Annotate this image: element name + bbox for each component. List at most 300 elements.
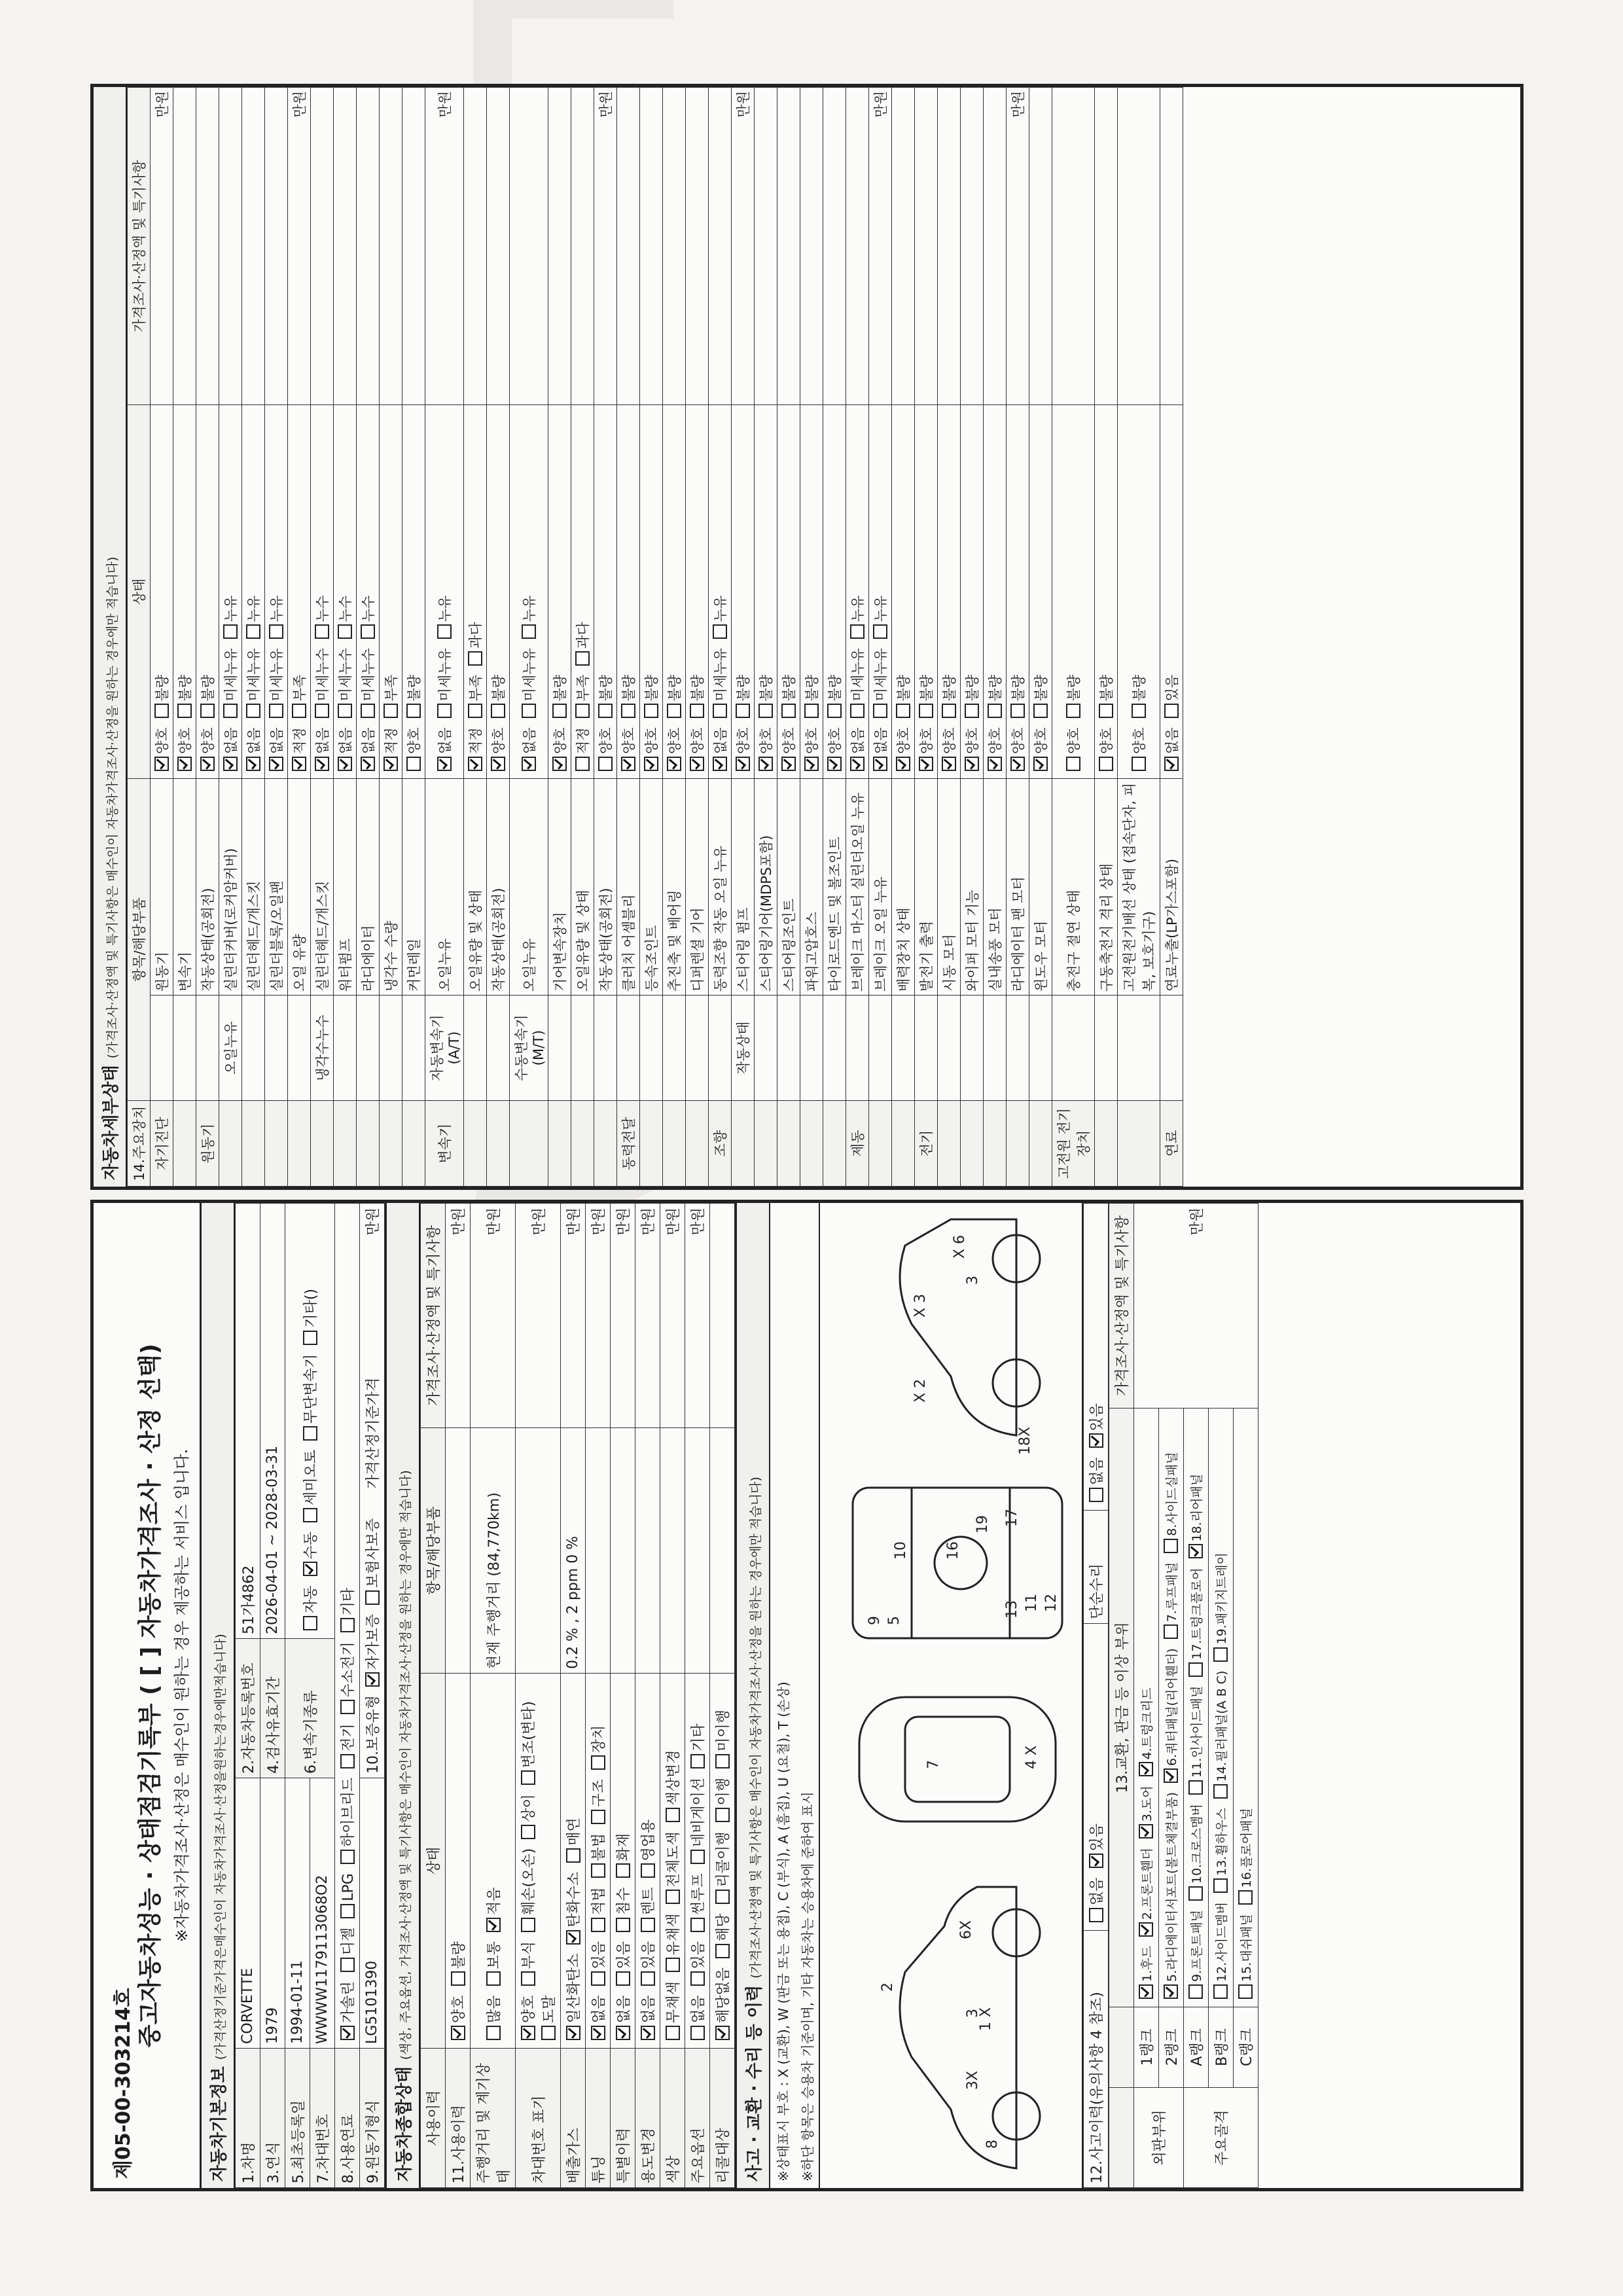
option-1[interactable] (985, 675, 1005, 723)
overall-row-price[interactable]: 만원 (471, 1204, 516, 1428)
detail-state[interactable] (686, 405, 709, 779)
option-5[interactable] (588, 1725, 608, 1774)
option-0[interactable] (573, 727, 592, 775)
checkbox[interactable] (919, 757, 933, 771)
checkbox[interactable] (1164, 1624, 1178, 1639)
option-0[interactable] (962, 727, 982, 775)
checkbox[interactable] (468, 704, 482, 718)
option-1[interactable] (1031, 675, 1050, 723)
checkbox[interactable] (1188, 1544, 1203, 1558)
overall-row-price[interactable]: 만원 (660, 1204, 685, 1428)
checkbox[interactable] (690, 704, 704, 718)
option-0[interactable] (893, 727, 913, 775)
checkbox[interactable] (1139, 1824, 1153, 1839)
option-0[interactable] (802, 727, 821, 775)
detail-state[interactable] (617, 405, 640, 779)
checkbox[interactable] (1099, 704, 1113, 718)
overall-row-state[interactable] (446, 1674, 471, 2049)
option-3[interactable] (687, 1778, 707, 1868)
option-2[interactable] (358, 596, 378, 643)
history-options[interactable] (1084, 1624, 1109, 1931)
option-2[interactable] (266, 596, 286, 643)
checkbox[interactable] (552, 757, 567, 771)
detail-price[interactable] (938, 88, 961, 405)
checkbox[interactable] (666, 1808, 680, 1822)
checkbox[interactable] (1066, 704, 1080, 718)
checkbox[interactable] (591, 1810, 605, 1824)
checkbox[interactable] (223, 704, 238, 718)
repair-options[interactable] (1084, 1204, 1109, 1511)
option-1[interactable] (596, 675, 615, 723)
checkbox[interactable] (1213, 1647, 1228, 1662)
checkbox[interactable] (1066, 757, 1080, 771)
checkbox[interactable] (338, 624, 352, 639)
checkbox[interactable] (1033, 757, 1048, 771)
checkbox[interactable] (896, 757, 910, 771)
firstreg-value[interactable]: 1994-01-11 (285, 1778, 310, 2049)
checkbox[interactable] (1188, 1886, 1203, 1901)
detail-state[interactable] (663, 405, 686, 779)
option-0[interactable] (710, 727, 730, 775)
checkbox[interactable] (521, 1971, 535, 1986)
option-2[interactable] (563, 1818, 583, 1867)
checkbox[interactable] (315, 624, 329, 639)
period-value[interactable]: 2026-04-01 ~ 2028-03-31 (260, 1204, 285, 1639)
option-2[interactable] (870, 596, 890, 643)
checkbox[interactable] (303, 1508, 317, 1522)
checkbox[interactable] (406, 704, 421, 718)
detail-price[interactable] (617, 88, 640, 405)
option-1[interactable] (733, 675, 753, 723)
option-3[interactable] (1187, 1568, 1205, 1680)
checkbox[interactable] (781, 704, 796, 718)
option-0[interactable] (664, 727, 684, 775)
checkbox[interactable] (666, 1958, 680, 1972)
checkbox[interactable] (1033, 704, 1048, 718)
detail-price[interactable] (961, 88, 984, 405)
option-1[interactable] (962, 675, 982, 723)
detail-state[interactable] (311, 405, 334, 779)
checkbox[interactable] (1164, 1984, 1178, 1999)
checkbox[interactable] (1139, 1922, 1153, 1937)
option-1[interactable] (664, 675, 684, 723)
overall-row-state[interactable] (635, 1674, 660, 2049)
overall-row-state[interactable] (586, 1674, 611, 2049)
option-1[interactable] (1008, 675, 1027, 723)
option-0[interactable] (1031, 727, 1050, 775)
option-3[interactable] (613, 1833, 633, 1882)
checkbox[interactable] (365, 1672, 380, 1687)
checkbox[interactable] (713, 704, 727, 718)
checkbox[interactable] (598, 757, 613, 771)
option-0[interactable] (312, 727, 332, 775)
detail-state[interactable] (1029, 405, 1052, 779)
option-4[interactable] (337, 1723, 357, 1772)
option-4[interactable] (712, 1710, 732, 1772)
checkbox[interactable] (491, 757, 505, 771)
checkbox[interactable] (1213, 1784, 1228, 1799)
checkbox[interactable] (486, 1918, 501, 1932)
option-0[interactable] (1212, 1902, 1230, 2003)
checkbox[interactable] (541, 2026, 556, 2040)
detail-price[interactable] (311, 88, 334, 405)
detail-state[interactable] (915, 405, 938, 779)
checkbox[interactable] (1188, 1780, 1203, 1795)
checkbox[interactable] (1238, 1890, 1253, 1905)
checkbox[interactable] (988, 757, 1002, 771)
checkbox[interactable] (340, 1850, 355, 1864)
option-2[interactable] (687, 1873, 707, 1936)
checkbox[interactable] (154, 704, 169, 718)
checkbox[interactable] (361, 704, 375, 718)
option-1[interactable] (448, 1941, 468, 1990)
checkbox[interactable] (942, 757, 956, 771)
checkbox[interactable] (338, 704, 352, 718)
overall-row-state[interactable] (710, 1674, 735, 2049)
detail-state[interactable] (402, 405, 425, 779)
option-0[interactable] (221, 727, 240, 775)
option-1[interactable] (662, 1913, 683, 1976)
vin-value[interactable]: WWWW1179113068O2 (310, 1778, 335, 2049)
option-0[interactable] (435, 727, 454, 775)
option-0[interactable] (596, 727, 615, 775)
overall-row-price[interactable] (710, 1204, 735, 1428)
checkbox[interactable] (522, 757, 536, 771)
checkbox[interactable] (303, 1562, 317, 1576)
checkbox[interactable] (1139, 1984, 1153, 1999)
option-2[interactable] (712, 1831, 732, 1908)
detail-price[interactable] (777, 88, 800, 405)
option-3[interactable] (662, 1749, 683, 1826)
detail-price[interactable] (800, 88, 823, 405)
checkbox[interactable] (715, 2026, 730, 2040)
checkbox[interactable] (1188, 1662, 1203, 1677)
option-0[interactable] (152, 727, 171, 775)
option-0[interactable] (588, 1995, 608, 2044)
checkbox[interactable] (667, 704, 681, 718)
exchange-price-unit[interactable]: 만원 (1134, 1204, 1258, 1408)
option-1[interactable] (518, 1941, 538, 1990)
checkbox[interactable] (340, 1700, 355, 1714)
checkbox[interactable] (1132, 704, 1146, 718)
overall-row-price[interactable]: 만원 (516, 1204, 561, 1428)
checkbox[interactable] (644, 757, 658, 771)
checkbox[interactable] (666, 2026, 680, 2040)
option-0[interactable] (687, 1995, 707, 2044)
option-0[interactable] (1187, 1910, 1205, 2003)
option-1[interactable] (1086, 1403, 1106, 1452)
option-0[interactable] (1063, 727, 1083, 775)
option-3[interactable] (637, 1820, 658, 1882)
checkbox[interactable] (223, 757, 238, 771)
option-2[interactable] (1212, 1671, 1230, 1803)
checkbox[interactable] (641, 2026, 655, 2040)
detail-state[interactable] (869, 405, 892, 779)
option-2[interactable] (335, 596, 355, 643)
checkbox[interactable] (575, 651, 590, 666)
option-1[interactable] (483, 1941, 503, 1990)
detail-state[interactable] (425, 405, 464, 779)
detail-price[interactable] (571, 88, 594, 405)
checkbox[interactable] (361, 757, 375, 771)
checkbox[interactable] (1164, 1768, 1178, 1783)
checkbox[interactable] (486, 1971, 501, 1986)
detail-price[interactable]: 만원 (1007, 88, 1029, 405)
checkbox[interactable] (1213, 1878, 1228, 1893)
option-0[interactable] (985, 727, 1005, 775)
detail-state[interactable] (334, 405, 357, 779)
checkbox[interactable] (1089, 1433, 1103, 1448)
checkbox[interactable] (340, 1904, 355, 1918)
detail-price[interactable]: 만원 (594, 88, 617, 405)
option-3[interactable] (1137, 1688, 1155, 1781)
checkbox[interactable] (154, 757, 169, 771)
rank-items[interactable] (1234, 1408, 1258, 2007)
detail-state[interactable] (640, 405, 663, 779)
option-0[interactable] (1086, 1457, 1106, 1506)
option-1[interactable] (404, 675, 423, 723)
checkbox[interactable] (598, 704, 613, 718)
detail-state[interactable] (196, 405, 219, 779)
option-4[interactable] (588, 1779, 608, 1828)
overall-row-state[interactable] (561, 1674, 586, 2049)
option-0[interactable] (825, 727, 844, 775)
option-0[interactable] (362, 1614, 382, 1691)
option-4[interactable] (518, 1701, 538, 1789)
option-2[interactable] (1137, 1785, 1155, 1842)
option-0[interactable] (1162, 1792, 1180, 2003)
checkbox[interactable] (1010, 757, 1025, 771)
option-0[interactable] (756, 727, 776, 775)
checkbox[interactable] (641, 1971, 655, 1986)
checkbox[interactable] (988, 704, 1002, 718)
checkbox[interactable] (1164, 1539, 1178, 1553)
option-0[interactable] (1129, 727, 1149, 775)
detail-state[interactable] (732, 405, 755, 779)
detail-state[interactable] (173, 405, 196, 779)
option-2[interactable] (1162, 1562, 1180, 1643)
option-1[interactable] (637, 1941, 658, 1990)
overall-row-price[interactable]: 만원 (586, 1204, 611, 1428)
checkbox[interactable] (315, 757, 329, 771)
detail-price[interactable] (640, 88, 663, 405)
checkbox[interactable] (303, 1426, 317, 1441)
option-1[interactable] (488, 675, 508, 723)
option-0[interactable] (779, 727, 798, 775)
checkbox[interactable] (1164, 704, 1179, 718)
detail-state[interactable] (709, 405, 732, 779)
option-4[interactable] (1187, 1474, 1205, 1563)
checkbox[interactable] (269, 757, 283, 771)
detail-state[interactable] (357, 405, 380, 779)
detail-state[interactable] (548, 405, 571, 779)
option-0[interactable] (637, 1995, 658, 2044)
option-0[interactable] (563, 1954, 583, 2044)
option-1[interactable] (335, 648, 355, 722)
checkbox[interactable] (781, 757, 796, 771)
option-3[interactable] (588, 1833, 608, 1882)
rank-items[interactable] (1184, 1408, 1209, 2007)
detail-price[interactable] (242, 88, 265, 405)
option-0[interactable] (618, 727, 638, 775)
checkbox[interactable] (521, 1918, 535, 1932)
checkbox[interactable] (437, 624, 452, 639)
detail-price[interactable] (663, 88, 686, 405)
checkbox[interactable] (1089, 1488, 1103, 1502)
option-2[interactable] (1187, 1686, 1205, 1799)
checkbox[interactable] (873, 757, 887, 771)
detail-price[interactable] (334, 88, 357, 405)
checkbox[interactable] (690, 2026, 705, 2040)
option-0[interactable] (662, 1981, 683, 2044)
detail-price[interactable] (1095, 88, 1118, 405)
overall-row-state[interactable] (685, 1674, 710, 2049)
option-0[interactable] (870, 727, 890, 775)
option-1[interactable] (687, 675, 707, 723)
detail-price[interactable] (402, 88, 425, 405)
detail-price[interactable] (173, 88, 196, 405)
option-6[interactable] (337, 1588, 357, 1637)
checkbox[interactable] (827, 704, 842, 718)
checkbox[interactable] (591, 1971, 605, 1986)
checkbox[interactable] (715, 1944, 730, 1958)
checkbox[interactable] (736, 757, 750, 771)
detail-state[interactable] (487, 405, 510, 779)
checkbox[interactable] (1010, 704, 1025, 718)
checkbox[interactable] (269, 704, 283, 718)
option-2[interactable] (221, 596, 240, 643)
option-2[interactable] (573, 622, 592, 670)
detail-state[interactable] (823, 405, 846, 779)
checkbox[interactable] (383, 757, 398, 771)
detail-price[interactable]: 만원 (869, 88, 892, 405)
option-0[interactable] (1137, 1946, 1155, 2003)
detail-state[interactable] (571, 405, 594, 779)
checkbox[interactable] (713, 757, 727, 771)
checkbox[interactable] (667, 757, 681, 771)
option-1[interactable] (712, 1913, 732, 1962)
checkbox[interactable] (521, 1825, 535, 1839)
checkbox[interactable] (246, 704, 260, 718)
option-1[interactable] (802, 675, 821, 723)
option-2[interactable] (613, 1887, 633, 1936)
detail-price[interactable]: 만원 (151, 88, 173, 405)
detail-state[interactable] (892, 405, 915, 779)
checkbox[interactable] (616, 2026, 630, 2040)
checkbox[interactable] (736, 704, 750, 718)
checkbox[interactable] (827, 757, 842, 771)
detail-price[interactable] (846, 88, 869, 405)
checkbox[interactable] (850, 624, 865, 639)
checkbox[interactable] (340, 1958, 355, 1972)
detail-price[interactable] (686, 88, 709, 405)
option-1[interactable] (289, 675, 309, 723)
checkbox[interactable] (715, 1808, 730, 1822)
option-1[interactable] (337, 1928, 357, 1977)
name-value[interactable]: CORVETTE (236, 1778, 260, 2049)
option-2[interactable] (300, 1450, 320, 1526)
option-0[interactable] (337, 1981, 357, 2044)
option-2[interactable] (243, 596, 263, 643)
checkbox[interactable] (758, 704, 773, 718)
checkbox[interactable] (690, 1850, 705, 1864)
option-0[interactable] (641, 727, 661, 775)
option-1[interactable] (641, 675, 661, 723)
detail-state[interactable] (1007, 405, 1029, 779)
option-1[interactable] (1063, 675, 1083, 723)
checkbox[interactable] (591, 2026, 605, 2040)
checkbox[interactable] (338, 757, 352, 771)
detail-price[interactable] (892, 88, 915, 405)
detail-state[interactable] (938, 405, 961, 779)
rank-items[interactable] (1134, 1408, 1159, 2007)
checkbox[interactable] (850, 704, 865, 718)
option-1[interactable] (1212, 1808, 1230, 1897)
checkbox[interactable] (896, 704, 910, 718)
option-0[interactable] (243, 727, 263, 775)
option-0[interactable] (266, 727, 286, 775)
option-0[interactable] (300, 1585, 320, 1634)
option-1[interactable] (1162, 1648, 1180, 1787)
detail-price[interactable] (219, 88, 242, 405)
detail-price[interactable] (915, 88, 938, 405)
checkbox[interactable] (616, 1971, 630, 1986)
detail-price[interactable] (984, 88, 1007, 405)
checkbox[interactable] (1132, 757, 1146, 771)
option-0[interactable] (381, 727, 401, 775)
detail-state[interactable] (380, 405, 402, 779)
option-0[interactable] (289, 727, 309, 775)
option-0[interactable] (404, 727, 423, 775)
overall-row-state[interactable] (471, 1674, 516, 2049)
overall-row-state[interactable] (660, 1674, 685, 2049)
option-0[interactable] (465, 727, 485, 775)
checkbox[interactable] (552, 704, 567, 718)
detail-price[interactable] (1118, 88, 1160, 405)
option-0[interactable] (939, 727, 959, 775)
checkbox[interactable] (575, 704, 590, 718)
checkbox[interactable] (566, 1848, 580, 1863)
trans-options[interactable] (285, 1204, 335, 1639)
checkbox[interactable] (758, 757, 773, 771)
checkbox[interactable] (690, 1754, 705, 1768)
checkbox[interactable] (715, 1754, 730, 1768)
option-0[interactable] (335, 727, 355, 775)
option-2[interactable] (519, 596, 539, 643)
checkbox[interactable] (406, 757, 421, 771)
rank-items[interactable] (1159, 1408, 1184, 2007)
option-1[interactable] (465, 675, 485, 723)
checkbox[interactable] (383, 704, 398, 718)
checkbox[interactable] (850, 757, 865, 771)
detail-price[interactable] (265, 88, 288, 405)
option-1[interactable] (779, 675, 798, 723)
detail-state[interactable] (464, 405, 487, 779)
checkbox[interactable] (223, 624, 238, 639)
option-2[interactable] (662, 1831, 683, 1908)
option-1[interactable] (519, 648, 539, 722)
option-4[interactable] (687, 1723, 707, 1772)
option-1[interactable] (1086, 1823, 1106, 1873)
checkbox[interactable] (621, 757, 635, 771)
option-3[interactable] (337, 1778, 357, 1868)
detail-state[interactable] (1095, 405, 1118, 779)
option-0[interactable] (483, 1995, 503, 2044)
checkbox[interactable] (292, 704, 306, 718)
option-0[interactable] (448, 1995, 468, 2044)
detail-state[interactable] (1160, 405, 1183, 779)
option-2[interactable] (465, 622, 485, 670)
